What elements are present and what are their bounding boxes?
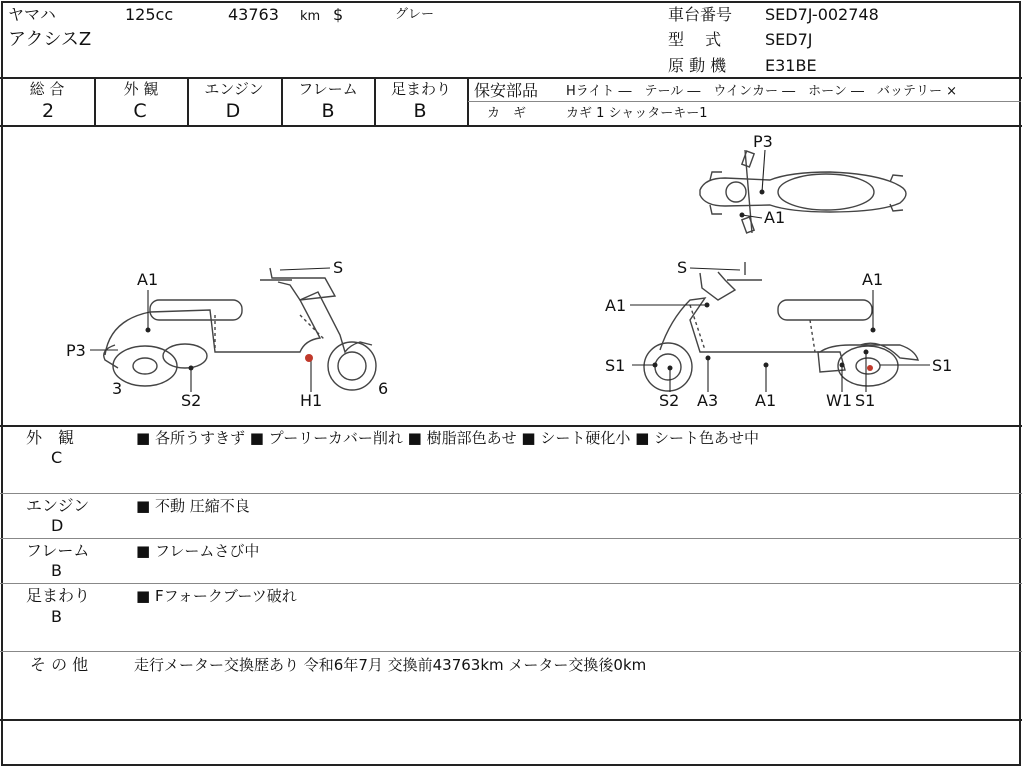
divider <box>0 538 1022 539</box>
label-right-a1-rear: A1 <box>862 270 884 289</box>
label-right-w1: W1 <box>826 391 852 410</box>
label-left-p3: P3 <box>66 341 86 360</box>
key-label: カ ギ <box>487 106 527 121</box>
grade-label-engine: エンジン <box>204 80 264 98</box>
engine-code-label: 原 動 機 <box>668 56 727 75</box>
remark-text-other: 走行メーター交換歴あり 令和6年7月 交換前43763km メーター交換後0km <box>134 656 647 674</box>
label-right-s: S <box>677 258 688 277</box>
remark-grade-engine: D <box>51 516 64 535</box>
grade-label-frame: フレーム <box>298 80 358 98</box>
mileage-unit: km <box>300 9 321 24</box>
label-right-s1-side: S1 <box>932 356 953 375</box>
remark-title-suspension: 足まわり <box>26 586 91 605</box>
maker: ヤマハ <box>8 5 56 24</box>
model-name: アクシスZ <box>8 29 92 50</box>
frame-number-label: 車台番号 <box>668 5 733 24</box>
remark-title-engine: エンジン <box>26 496 90 515</box>
label-top-a1: A1 <box>764 208 786 227</box>
grade-value-engine: D <box>225 100 241 122</box>
remark-grade-frame: B <box>51 561 62 580</box>
displacement: 125cc <box>125 5 174 24</box>
remark-text-engine: ■ 不動 圧縮不良 <box>136 497 250 515</box>
remark-grade-suspension: B <box>51 607 62 626</box>
model-type-label: 型 式 <box>668 30 722 49</box>
model-type: SED7J <box>765 30 813 49</box>
divider <box>0 425 1022 427</box>
mileage: 43763 <box>228 5 279 24</box>
label-right-s2: S2 <box>659 391 680 410</box>
label-right-a1-body: A1 <box>755 391 777 410</box>
grade-value-total: 2 <box>41 100 55 122</box>
label-right-s1-rear: S1 <box>855 391 876 410</box>
grade-label-suspension: 足まわり <box>390 80 451 98</box>
label-left-a1: A1 <box>137 270 159 289</box>
remark-text-suspension: ■ Fフォークブーツ破れ <box>136 587 297 605</box>
remark-text-exterior: ■ 各所うすきず ■ プーリーカバー削れ ■ 樹脂部色あせ ■ シート硬化小 ■ シート色あせ中 <box>136 429 760 447</box>
remark-title-other: そ の 他 <box>30 655 89 674</box>
label-left-3: 3 <box>112 379 123 398</box>
color: グレー <box>395 7 435 22</box>
divider <box>0 583 1022 584</box>
remark-text-frame: ■ フレームさび中 <box>136 542 260 560</box>
grade-value-suspension: B <box>413 100 427 122</box>
label-left-s2: S2 <box>181 391 202 410</box>
label-right-a3: A3 <box>697 391 719 410</box>
grade-value-frame: B <box>321 100 335 122</box>
divider <box>0 651 1022 652</box>
frame-number: SED7J-002748 <box>765 5 879 24</box>
grade-label-total: 総 合 <box>29 80 65 98</box>
mileage-flag: $ <box>333 5 344 24</box>
label-left-s: S <box>333 258 344 277</box>
top-view-diagram <box>700 150 906 233</box>
key-value: カギ 1 シャッターキー1 <box>566 106 708 121</box>
safety-parts-items: Hライト ― テール ― ウインカー ― ホーン ― バッテリー × <box>566 84 958 99</box>
divider <box>0 719 1022 721</box>
engine-code: E31BE <box>765 56 817 75</box>
safety-parts-label: 保安部品 <box>474 81 539 100</box>
remark-grade-exterior: C <box>51 448 63 467</box>
label-right-a1-front: A1 <box>605 296 627 315</box>
grade-value-exterior: C <box>133 100 147 122</box>
label-top-p3: P3 <box>753 132 773 151</box>
remark-title-exterior: 外 観 <box>26 428 75 447</box>
remark-title-frame: フレーム <box>26 541 90 560</box>
divider <box>0 493 1022 494</box>
grade-label-exterior: 外 観 <box>123 80 159 98</box>
label-right-s1-front: S1 <box>605 356 626 375</box>
leader-lines <box>90 150 930 392</box>
label-left-6: 6 <box>378 379 389 398</box>
label-left-h1: H1 <box>300 391 323 410</box>
